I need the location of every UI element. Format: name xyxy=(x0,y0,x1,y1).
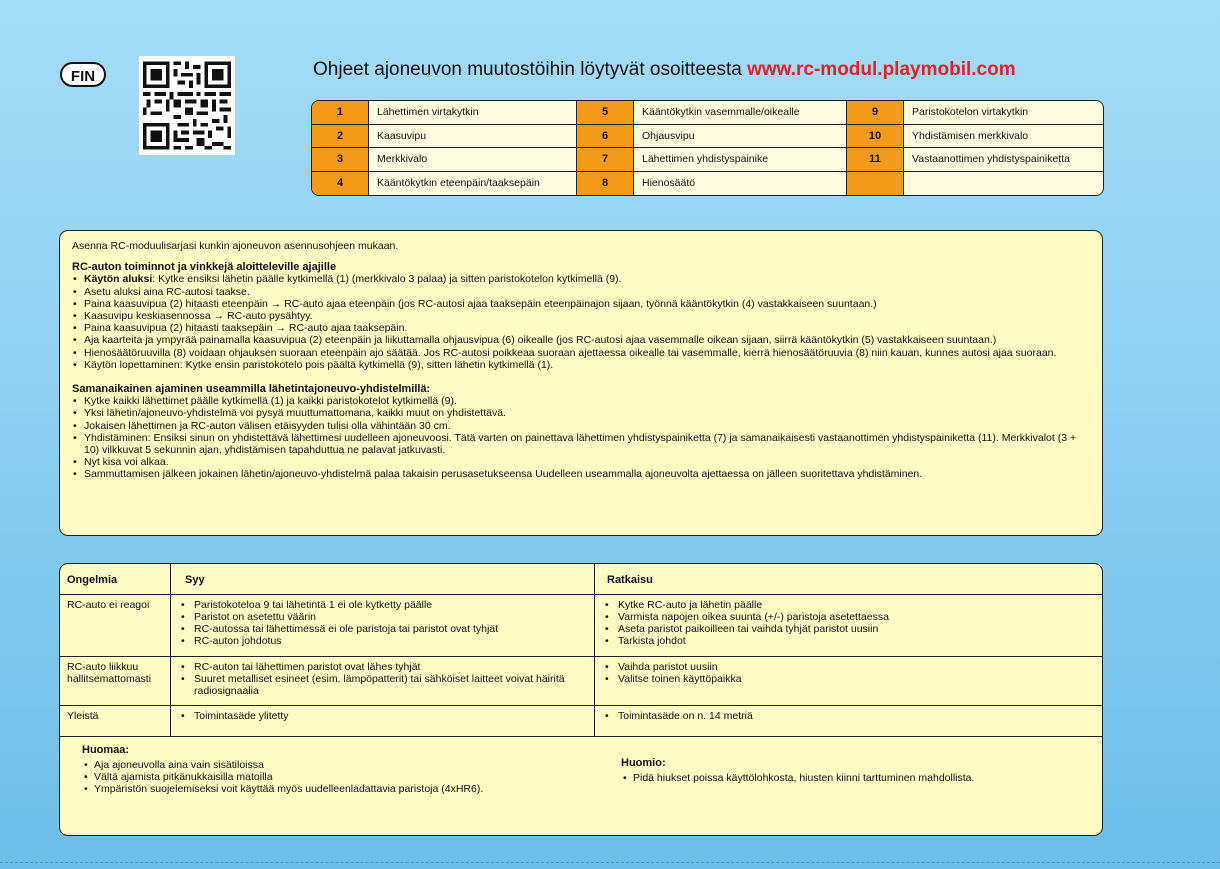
part-number: 2 xyxy=(312,125,369,149)
list-item: • Toimintasäde on n. 14 metriä xyxy=(602,710,1095,722)
header-solution: Ratkaisu xyxy=(607,574,653,586)
part-number: 11 xyxy=(847,148,904,172)
list-item: • Jokaisen lähettimen ja RC-auton välisen etäisyyden tulisi olla vähintään 30 cm. xyxy=(72,420,1090,432)
cause-cell xyxy=(171,705,595,736)
functions-list xyxy=(72,273,1090,285)
list-item: • Paristokoteloa 9 tai lähetintä 1 ei ole kytketty päälle xyxy=(178,599,587,611)
part-number: 1 xyxy=(312,101,369,125)
list-item: • Ympäristön suojelemiseksi voit käyttää myös uudelleenladattavia paristoja (4xHR6). xyxy=(82,783,602,795)
list-item: • Pidä hiukset poissa käyttölohkosta, hiusten kiinni tarttuminen mahdollista. xyxy=(621,772,1091,784)
part-label: Hienosäätö xyxy=(634,172,847,196)
section-title-multiple: Samanaikainen ajaminen useammilla lähetintajoneuvo-yhdistelmillä: xyxy=(72,383,431,396)
list-item: • Vältä ajamista pitkänukkaisilla matoilla xyxy=(82,771,602,783)
part-label: Vastaanottimen yhdistyspainiketta xyxy=(904,148,1104,172)
warning-list xyxy=(621,772,1091,784)
list-item: • Suuret metalliset esineet (esim. lämpöpatterit) tai sähköiset laitteet voivat häiritä radiosignaalia xyxy=(178,673,587,697)
part-number xyxy=(847,172,904,196)
part-label: Ohjausvipu xyxy=(634,125,847,149)
note-title: Huomaa: xyxy=(82,744,130,756)
headline xyxy=(313,59,1016,81)
part-label: Lähettimen virtakytkin xyxy=(369,101,577,125)
list-item: • Yhdistäminen: Ensiksi sinun on yhdistettävä lähettimesi uudelleen ajoneuvoosi. Tätä varten on painettava lähettimen yhdistyspainiketta (7) ja samanaikaisesti vastaanottimen yhdistyspainiketta (11). Merkkivalot (3 + 10) vilkkuvat 5 sekunnin ajan, yhdistämisen tapahduttua ne palavat jatkuvasti. xyxy=(72,432,1090,456)
list-item: • Varmista napojen oikea suunta (+/-) paristoja asetettaessa xyxy=(602,611,1095,623)
warning-block xyxy=(621,757,1091,784)
note-list xyxy=(82,759,602,795)
list-item: • RC-autossa tai lähettimessä ei ole paristoja tai paristot ovat tyhjät xyxy=(178,623,587,635)
cause-cell xyxy=(171,594,595,656)
table-row xyxy=(60,705,1102,737)
cause-cell xyxy=(171,656,595,705)
part-label: Kaasuvipu xyxy=(369,125,577,149)
part-number: 7 xyxy=(577,148,634,172)
solution-cell xyxy=(595,594,1102,656)
part-number: 8 xyxy=(577,172,634,196)
list-item: • Paina kaasuvipua (2) hitaasti eteenpäin → RC-auto ajaa eteenpäin (jos RC-autosi ajaa taaksepäin eteenpäinajon sijaan, työnnä kääntökytkin (4) vastakkaiseen suuntaan.) xyxy=(72,298,1090,310)
troubleshooting-table xyxy=(59,563,1103,836)
first-use-label: Käytön aluksi xyxy=(84,273,153,286)
problem-cell: RC-auto ei reagoi xyxy=(60,594,171,656)
cut-line xyxy=(0,862,1220,863)
part-label: Lähettimen yhdistyspainike xyxy=(634,148,847,172)
language-badge: FIN xyxy=(60,62,106,87)
list-item: • Tarkista johdot xyxy=(602,635,1095,647)
problem-cell: Yleistä xyxy=(60,705,171,736)
website-link[interactable]: www.rc-modul.playmobil.com xyxy=(747,59,1016,80)
first-use-text: : Kytke ensiksi lähetin päälle kytkimellä (1) (merkkivalo 3 palaa) ja sitten paristokotelon kytkimellä (9). xyxy=(152,273,622,286)
list-item: • Yksi lähetin/ajoneuvo-yhdistelmä voi pysyä muuttumattomana, kaikki muut on yhdistettävä. xyxy=(72,407,1090,419)
header-problem: Ongelmia xyxy=(60,564,171,594)
problem-cell: RC-auto liikkuu hallitsemattomasti xyxy=(60,656,171,705)
section-title-functions: RC-auton toiminnot ja vinkkejä aloitteleville ajajille xyxy=(72,261,337,274)
list-item: • Aja ajoneuvolla aina vain sisätiloissa xyxy=(82,759,602,771)
list-item: • Toimintasäde ylitetty xyxy=(178,710,587,722)
list-item: • Paristot on asetettu väärin xyxy=(178,611,587,623)
multiple-drivers-list xyxy=(72,395,1090,480)
note-block xyxy=(82,744,602,795)
headline-text: Ohjeet ajoneuvon muutostöihin löytyvät osoitteesta xyxy=(313,59,742,80)
part-label xyxy=(904,172,1104,196)
list-item: • Hienosäätöruuvilla (8) voidaan ohjauksen suoraan eteenpäin ajo säätää. Jos RC-autosi poikkeaa suoraan ajettaessa oikealle tai vasemmalle, kierrä hienosäätöruuvia (8) niin kauan, kunnes autosi ajaa suoraan. xyxy=(72,347,1090,359)
notes-area xyxy=(60,736,1102,835)
list-item: • RC-auton tai lähettimen paristot ovat lähes tyhjät xyxy=(178,661,587,673)
list-item: • Nyt kisa voi alkaa. xyxy=(72,456,1090,468)
part-number: 10 xyxy=(847,125,904,149)
part-number: 5 xyxy=(577,101,634,125)
list-item: • Vaihda paristot uusiin xyxy=(602,661,1095,673)
list-item: • RC-auton johdotus xyxy=(178,635,587,647)
solution-cell xyxy=(595,656,1102,705)
intro-text: Asenna RC-moduulisarjasi kunkin ajoneuvon asennusohjeen mukaan. xyxy=(72,240,399,252)
table-header-row xyxy=(60,564,1102,595)
header-cause: Syy xyxy=(171,564,595,594)
parts-legend-table xyxy=(311,100,1104,196)
list-item: • Sammuttamisen jälkeen jokainen lähetin/ajoneuvo-yhdistelmä palaa takaisin perusasetukseensa Uudelleen useammalla ajoneuvolta ajettaessa on jälleen suoritettava yhdistäminen. xyxy=(72,468,1090,480)
qr-code[interactable] xyxy=(139,56,235,155)
list-item: • Paina kaasuvipua (2) hitaasti taaksepäin → RC-auto ajaa taaksepäin. xyxy=(72,322,1090,334)
part-number: 3 xyxy=(312,148,369,172)
list-item xyxy=(72,273,1090,285)
part-label: Kääntökytkin eteenpäin/taaksepäin xyxy=(369,172,577,196)
part-label: Kääntökytkin vasemmalle/oikealle xyxy=(634,101,847,125)
part-label: Merkkivalo xyxy=(369,148,577,172)
list-item: • Kytke RC-auto ja lähetin päälle xyxy=(602,599,1095,611)
part-number: 9 xyxy=(847,101,904,125)
list-item: • Aseta paristot paikoilleen tai vaihda tyhjät paristot uusiin xyxy=(602,623,1095,635)
part-label: Paristokotelon virtakytkin xyxy=(904,101,1104,125)
part-number: 6 xyxy=(577,125,634,149)
list-item: • Kytke kaikki lähettimet päälle kytkimellä (1) ja kaikki paristokotelot kytkimellä (9). xyxy=(72,395,1090,407)
table-row xyxy=(60,594,1102,657)
functions-list-continued xyxy=(72,286,1090,371)
part-number: 4 xyxy=(312,172,369,196)
solution-cell xyxy=(595,705,1102,736)
warning-title: Huomio: xyxy=(621,757,666,769)
list-item: • Kaasuvipu keskiasennossa → RC-auto pysähtyy. xyxy=(72,310,1090,322)
instructions-panel xyxy=(59,230,1103,536)
list-item: • Valitse toinen käyttöpaikka xyxy=(602,673,1095,685)
list-item: • Asetu aluksi aina RC-autosi taakse. xyxy=(72,286,1090,298)
qr-code-icon xyxy=(139,56,235,155)
part-label: Yhdistämisen merkkivalo xyxy=(904,125,1104,149)
table-row xyxy=(60,656,1102,706)
list-item: • Aja kaarteita ja ympyrää painamalla kaasuvipua (2) eteenpäin ja liikuttamalla ohjausvipua (6) oikealle (jos RC-autosi ajaa vasemmalle oikean sijaan, siirrä kääntökytkin (5) vastakkaiseen suuntaan.) xyxy=(72,334,1090,346)
list-item: • Käytön lopettaminen: Kytke ensin paristokotelo pois päältä kytkimellä (9), sitten lähetin kytkimellä (1). xyxy=(72,359,1090,371)
